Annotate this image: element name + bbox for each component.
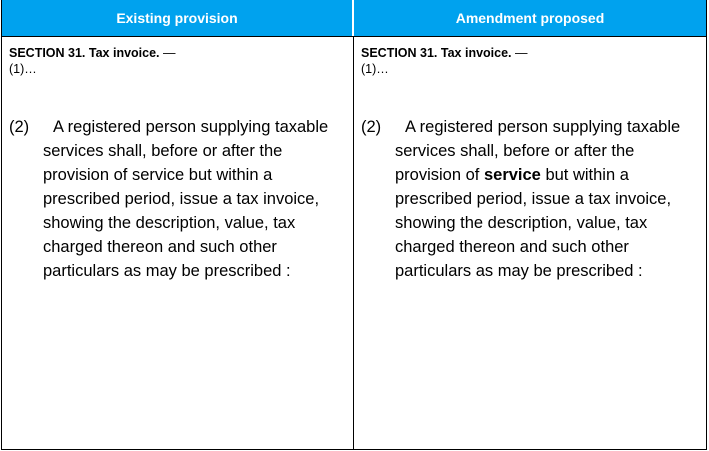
table-header-row (2, 0, 706, 36)
existing-provision-cell (2, 37, 354, 449)
section-heading (361, 45, 698, 61)
section-dash: — (159, 46, 176, 60)
section-heading (9, 45, 345, 61)
subsection-2-text (43, 115, 339, 283)
subsection-2-first-words: A registered person supplying (53, 118, 271, 136)
comparison-table (1, 0, 707, 450)
subsection-2-body: taxable services shall, before or after the provision of service but within a prescribed period, issue a tax invoice, showing the description, value, tax charged thereon and such other particulars as may be prescribed : (43, 118, 329, 280)
section-dash: — (511, 46, 528, 60)
subsection-1: (1)… (9, 62, 37, 76)
subsection-2-text (395, 115, 691, 283)
subsection-2-body-b: but within a prescribed period, issue a tax invoice, showing the description, value, tax charged thereon and such other particulars as may be prescribed : (395, 166, 672, 280)
subsection-2-body-a: taxable services shall, before or after the provision of (395, 118, 681, 184)
table-body-row (2, 36, 706, 449)
subsection-2 (361, 115, 691, 283)
subsection-2-first-words: A registered person supplying (405, 118, 623, 136)
amendment-proposed-cell (354, 37, 706, 449)
section-title: SECTION 31. Tax invoice. (9, 46, 160, 60)
subsection-2-number: (2) (361, 118, 382, 136)
section-title: SECTION 31. Tax invoice. (361, 46, 512, 60)
subsection-2 (9, 115, 339, 283)
subsection-1: (1)… (361, 62, 389, 76)
amended-word-service: service (483, 166, 541, 184)
header-amendment-proposed: Amendment proposed (354, 0, 706, 36)
subsection-2-number: (2) (9, 118, 30, 136)
header-existing-provision: Existing provision (2, 0, 354, 36)
